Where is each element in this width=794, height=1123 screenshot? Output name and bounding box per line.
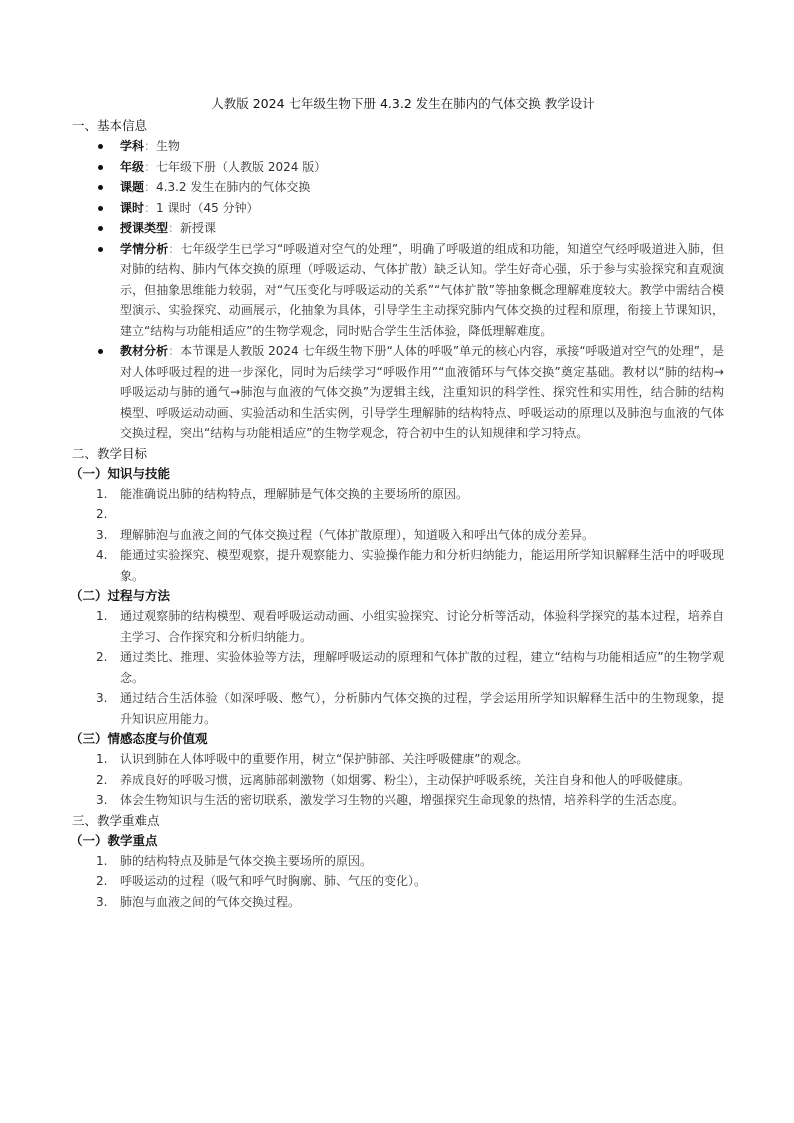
item-separator: ： xyxy=(144,180,157,194)
bullet-icon xyxy=(98,247,103,252)
item-text: 肺的结构特点及肺是气体交换主要场所的原因。 xyxy=(120,853,373,868)
document-title: 人教版 2024 七年级生物下册 4.3.2 发生在肺内的气体交换 教学设计 xyxy=(211,96,595,111)
bullet-icon xyxy=(98,226,103,231)
item-text: 4.3.2 发生在肺内的气体交换 xyxy=(156,180,311,194)
item-text: 1 课时（45 分钟） xyxy=(156,200,259,215)
item-text: 体会生物知识与生活的密切联系，激发学习生物的兴趣，增强探究生命现象的热情，培养科学的生活态度。 xyxy=(120,793,685,807)
list-item xyxy=(96,871,724,892)
list-item xyxy=(98,198,724,219)
basic-info-list xyxy=(72,136,724,444)
list-item xyxy=(96,892,724,913)
item-number: 1. xyxy=(96,609,108,623)
item-number: 2. xyxy=(96,507,108,521)
document-page xyxy=(72,94,724,912)
list-item xyxy=(98,136,724,157)
item-separator: ： xyxy=(144,139,157,153)
list-item xyxy=(96,647,724,688)
list-item xyxy=(98,239,724,342)
list-item xyxy=(96,851,724,872)
section-heading-basic-info: 一、基本信息 xyxy=(72,118,148,133)
section-heading-key-points: 三、教学重难点 xyxy=(72,812,160,828)
list-item xyxy=(96,749,724,770)
item-separator: ： xyxy=(168,344,181,358)
item-separator: ： xyxy=(144,200,157,215)
item-number: 2. xyxy=(96,772,108,787)
list-item xyxy=(96,790,724,811)
item-number: 3. xyxy=(96,691,108,705)
item-number: 1. xyxy=(96,752,108,766)
item-label: 学科 xyxy=(120,139,145,153)
knowledge-list xyxy=(72,484,724,587)
list-item xyxy=(96,504,724,525)
item-text: 七年级学生已学习“呼吸道对空气的处理”，明确了呼吸道的组成和功能，知道空气经呼吸道进入肺，但对肺的结构、肺内气体交换的原理（呼吸运动、气体扩散）缺乏认知。学生好奇心强，乐于参与实验探究和直观演示，但抽象思维能力较弱，对“气压变化与呼吸运动的关系”“气体扩散”等抽象概念理解难度较大。教学中需结合模型演示、实验探究、动画展示，化抽象为具体，引导学生主动探究肺内气体交换的过程和原理，衔接上节课知识，建立“结构与功能相适应”的生物学观念，同时贴合学生生活体验，降低理解难度。 xyxy=(120,241,724,338)
item-text: 能准确说出肺的结构特点，理解肺是气体交换的主要场所的原因。 xyxy=(120,486,469,501)
list-item xyxy=(98,157,724,178)
item-text: 认识到肺在人体呼吸中的重要作用，树立“保护肺部、关注呼吸健康”的观念。 xyxy=(120,752,529,766)
item-number: 3. xyxy=(96,527,108,542)
bullet-icon xyxy=(98,185,103,190)
item-label: 授课类型 xyxy=(120,221,169,235)
list-item xyxy=(96,688,724,729)
item-label: 课时 xyxy=(120,200,145,215)
item-label: 学情分析 xyxy=(120,241,169,256)
list-item xyxy=(96,484,724,505)
item-number: 3. xyxy=(96,894,108,909)
item-separator: ： xyxy=(144,159,157,174)
item-label: 教材分析 xyxy=(120,344,169,358)
item-text: 通过观察肺的结构模型、观看呼吸运动动画、小组实验探究、讨论分析等活动，体验科学探究的基本过程，培养自主学习、合作探究和分析归纳能力。 xyxy=(120,609,724,644)
bullet-icon xyxy=(98,206,103,211)
bullet-icon xyxy=(98,144,103,149)
item-number: 3. xyxy=(96,793,108,807)
list-item xyxy=(98,341,724,444)
item-text: 通过结合生活体验（如深呼吸、憋气），分析肺内气体交换的过程，学会运用所学知识解释生活中的生物现象，提升知识应用能力。 xyxy=(120,691,724,726)
item-number: 1. xyxy=(96,486,108,501)
bullet-icon xyxy=(98,349,103,354)
item-label: 课题 xyxy=(120,180,145,194)
item-separator: ： xyxy=(168,241,181,256)
list-item xyxy=(96,525,724,546)
subsection-heading-attitude: （三）情感态度与价值观 xyxy=(70,731,208,746)
list-item xyxy=(96,545,724,586)
section-heading-teaching-goals: 二、教学目标 xyxy=(72,445,148,461)
list-item xyxy=(96,770,724,791)
attitude-list xyxy=(72,749,724,811)
item-number: 4. xyxy=(96,548,108,562)
item-text: 能通过实验探究、模型观察，提升观察能力、实验操作能力和分析归纳能力，能运用所学知识解释生活中的呼吸现象。 xyxy=(120,548,724,583)
focus-list xyxy=(72,851,724,913)
list-item xyxy=(96,606,724,647)
item-number: 2. xyxy=(96,874,108,888)
item-label: 年级 xyxy=(120,159,145,174)
list-item xyxy=(98,218,724,239)
subsection-heading-focus: （一）教学重点 xyxy=(70,832,158,848)
item-text: 生物 xyxy=(156,139,181,153)
item-text: 肺泡与血液之间的气体交换过程。 xyxy=(120,894,301,909)
bullet-icon xyxy=(98,165,103,170)
item-separator: ： xyxy=(168,221,181,235)
item-text: 呼吸运动的过程（吸气和呼气时胸廓、肺、气压的变化）。 xyxy=(120,874,427,888)
item-text: 通过类比、推理、实验体验等方法，理解呼吸运动的原理和气体扩散的过程，建立“结构与功能相适应”的生物学观念。 xyxy=(120,650,724,685)
process-list xyxy=(72,606,724,729)
item-text: 七年级下册（人教版 2024 版） xyxy=(156,159,327,174)
item-text: 新授课 xyxy=(180,221,217,235)
subsection-heading-knowledge: （一）知识与技能 xyxy=(70,465,171,481)
subsection-heading-process: （二）过程与方法 xyxy=(70,588,171,603)
item-text: 养成良好的呼吸习惯，远离肺部刺激物（如烟雾、粉尘），主动保护呼吸系统，关注自身和他人的呼吸健康。 xyxy=(120,772,691,787)
item-text: 理解肺泡与血液之间的气体交换过程（气体扩散原理），知道吸入和呼出气体的成分差异。 xyxy=(120,527,595,542)
item-number: 1. xyxy=(96,853,108,868)
item-text: 本节课是人教版 2024 七年级生物下册“人体的呼吸”单元的核心内容，承接“呼吸道对空气的处理”，是对人体呼吸过程的进一步深化，同时为后续学习“呼吸作用”“血液循环与气体交换”奠定基础。教材以“肺的结构→呼吸运动与肺的通气→肺泡与血液的气体交换”为逻辑主线，注重知识的科学性、探究性和实用性，结合肺的结构模型、呼吸运动动画、实验活动和生活实例，引导学生理解肺的结构特点、呼吸运动的原理以及肺泡与血液的气体交换过程，突出“结构与功能相适应”的生物学观念，符合初中生的认知规律和学习特点。 xyxy=(120,344,724,440)
item-number: 2. xyxy=(96,650,108,664)
list-item xyxy=(98,177,724,198)
